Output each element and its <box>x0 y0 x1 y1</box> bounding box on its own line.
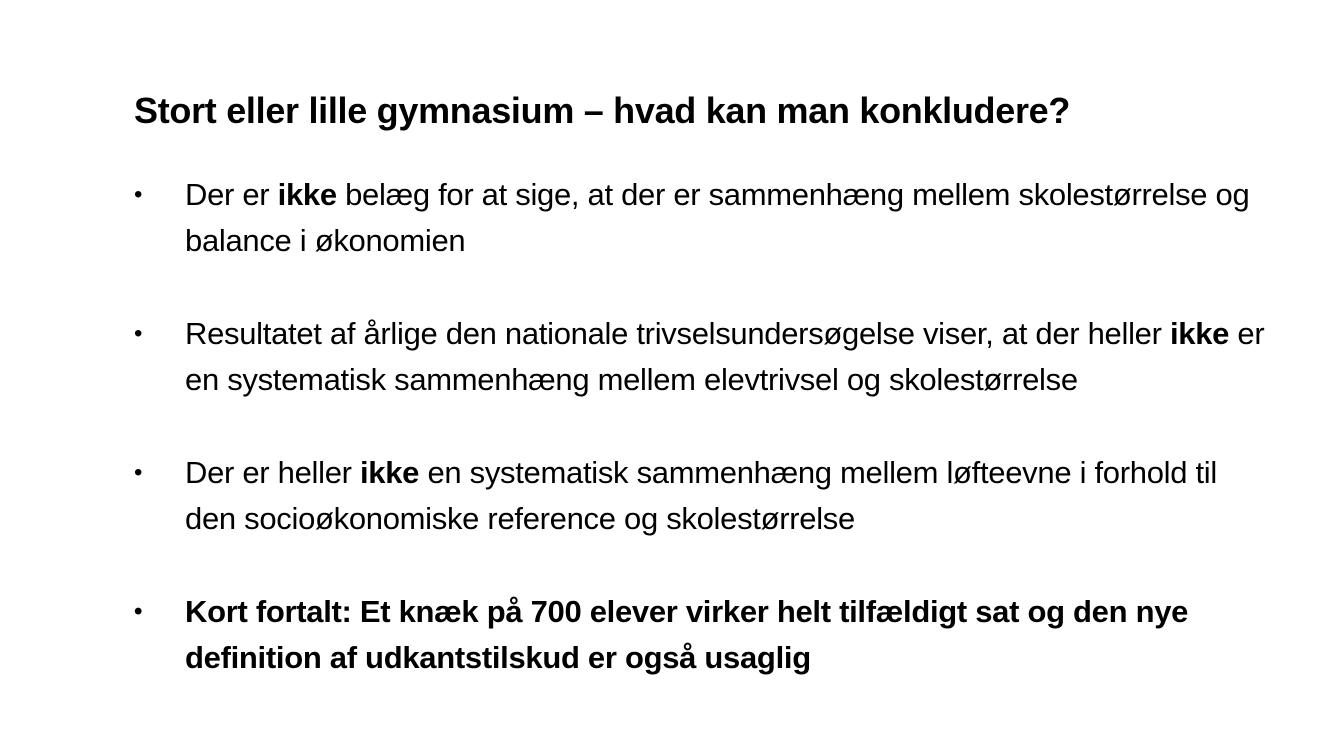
bullet-list <box>134 172 1274 728</box>
bullet-text-before: Der er <box>185 177 278 212</box>
bullet-item-conclusion <box>134 589 1274 681</box>
bullet-conclusion-text: Kort fortalt: Et knæk på 700 elever virker helt tilfældigt sat og den nye definition af udkantstilskud er også usaglig <box>185 594 1189 675</box>
bullet-text-after: belæg for at sige, at der er sammenhæng mellem skolestørrelse og balance i økonomien <box>185 177 1250 258</box>
slide-title: Stort eller lille gymnasium – hvad kan man konkludere? <box>134 90 1071 131</box>
bullet-item-lift-capacity <box>134 450 1274 542</box>
bullet-dot-icon: • <box>134 459 143 486</box>
bullet-emphasis: ikke <box>277 177 337 212</box>
bullet-text-after: er en systematisk sammenhæng mellem elevtrivsel og skolestørrelse <box>185 316 1265 397</box>
bullet-dot-icon: • <box>134 181 143 208</box>
bullet-item-economy <box>134 172 1274 264</box>
bullet-dot-icon: • <box>134 598 143 625</box>
bullet-text-before: Resultatet af årlige den nationale trivselsundersøgelse viser, at der heller <box>185 316 1170 351</box>
bullet-item-wellbeing <box>134 311 1274 403</box>
bullet-emphasis: ikke <box>359 455 420 490</box>
bullet-dot-icon: • <box>134 320 143 347</box>
bullet-emphasis: ikke <box>1169 316 1230 351</box>
bullet-text-before: Der er heller <box>185 455 360 490</box>
bullet-text-after: en systematisk sammenhæng mellem løfteevne i forhold til den socioøkonomiske reference og skolestørrelse <box>185 455 1217 536</box>
